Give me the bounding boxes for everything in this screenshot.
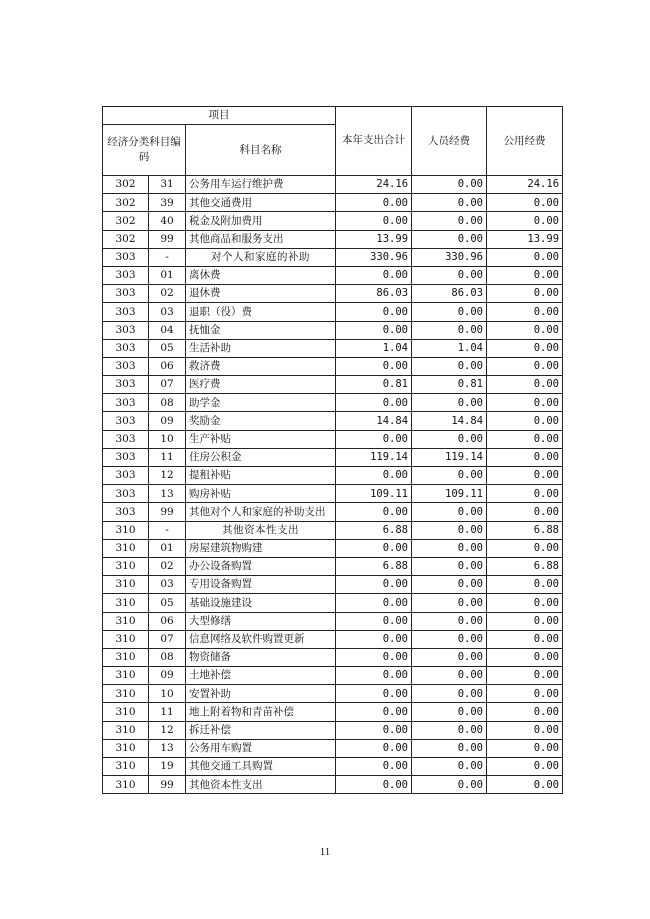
cell-name: 退休费	[186, 285, 336, 303]
cell-total: 0.00	[336, 576, 412, 594]
cell-code: 13	[149, 739, 186, 757]
cell-class: 310	[103, 758, 149, 776]
cell-total: 0.00	[336, 503, 412, 521]
cell-class: 303	[103, 430, 149, 448]
cell-public: 0.00	[487, 594, 563, 612]
header-project: 项目	[103, 107, 336, 125]
cell-name: 住房公积金	[186, 448, 336, 466]
cell-name: 其他商品和服务支出	[186, 230, 336, 248]
cell-total: 109.11	[336, 485, 412, 503]
cell-total: 0.00	[336, 721, 412, 739]
cell-personnel: 0.00	[412, 648, 487, 666]
cell-code: 06	[149, 612, 186, 630]
cell-code: 03	[149, 303, 186, 321]
cell-name: 其他资本性支出	[186, 521, 336, 539]
cell-total: 330.96	[336, 248, 412, 266]
cell-code: 11	[149, 448, 186, 466]
cell-class: 303	[103, 266, 149, 284]
table-row	[103, 394, 563, 412]
cell-total: 0.00	[336, 776, 412, 794]
cell-code: 02	[149, 285, 186, 303]
cell-code: 08	[149, 648, 186, 666]
cell-code: 01	[149, 539, 186, 557]
cell-total: 0.81	[336, 376, 412, 394]
cell-code: 01	[149, 266, 186, 284]
cell-class: 310	[103, 576, 149, 594]
cell-name: 房屋建筑物购建	[186, 539, 336, 557]
cell-name: 抚恤金	[186, 321, 336, 339]
cell-class: 310	[103, 557, 149, 575]
cell-personnel: 86.03	[412, 285, 487, 303]
cell-name: 生产补贴	[186, 430, 336, 448]
cell-personnel: 0.00	[412, 303, 487, 321]
cell-public: 0.00	[487, 448, 563, 466]
table-row	[103, 739, 563, 757]
expenditure-table	[102, 106, 563, 794]
cell-public: 0.00	[487, 467, 563, 485]
cell-class: 302	[103, 212, 149, 230]
cell-public: 0.00	[487, 703, 563, 721]
cell-public: 0.00	[487, 539, 563, 557]
cell-class: 303	[103, 303, 149, 321]
cell-code: -	[149, 248, 186, 266]
cell-public: 0.00	[487, 667, 563, 685]
cell-class: 310	[103, 612, 149, 630]
table-row	[103, 266, 563, 284]
cell-public: 0.00	[487, 285, 563, 303]
table-row	[103, 321, 563, 339]
cell-code: 03	[149, 576, 186, 594]
table-row	[103, 539, 563, 557]
cell-public: 0.00	[487, 739, 563, 757]
cell-class: 303	[103, 376, 149, 394]
cell-personnel: 1.04	[412, 339, 487, 357]
cell-code: 31	[149, 176, 186, 194]
cell-name: 土地补偿	[186, 667, 336, 685]
cell-name: 其他交通工具购置	[186, 758, 336, 776]
cell-total: 0.00	[336, 648, 412, 666]
cell-public: 0.00	[487, 194, 563, 212]
cell-public: 0.00	[487, 303, 563, 321]
cell-class: 310	[103, 721, 149, 739]
cell-name: 退职（役）费	[186, 303, 336, 321]
cell-public: 0.00	[487, 376, 563, 394]
cell-name: 税金及附加费用	[186, 212, 336, 230]
cell-public: 6.88	[487, 521, 563, 539]
cell-personnel: 0.00	[412, 503, 487, 521]
cell-total: 0.00	[336, 430, 412, 448]
cell-personnel: 0.00	[412, 321, 487, 339]
cell-name: 公务用车运行维护费	[186, 176, 336, 194]
header-personnel: 人员经费	[412, 107, 487, 176]
cell-public: 0.00	[487, 612, 563, 630]
table-row	[103, 776, 563, 794]
cell-public: 13.99	[487, 230, 563, 248]
cell-code: 07	[149, 630, 186, 648]
cell-personnel: 0.00	[412, 557, 487, 575]
table-row	[103, 594, 563, 612]
cell-public: 0.00	[487, 248, 563, 266]
cell-total: 0.00	[336, 758, 412, 776]
cell-total: 0.00	[336, 321, 412, 339]
cell-name: 救济费	[186, 357, 336, 375]
table-row	[103, 703, 563, 721]
cell-public: 6.88	[487, 557, 563, 575]
cell-total: 0.00	[336, 394, 412, 412]
cell-total: 0.00	[336, 266, 412, 284]
cell-public: 0.00	[487, 630, 563, 648]
cell-personnel: 0.00	[412, 612, 487, 630]
cell-public: 0.00	[487, 758, 563, 776]
header-econ-code: 经济分类科目编码	[103, 125, 186, 176]
header-subject-name: 科目名称	[186, 125, 336, 176]
cell-class: 303	[103, 285, 149, 303]
cell-name: 拆迁补偿	[186, 721, 336, 739]
table-row	[103, 721, 563, 739]
table-row	[103, 176, 563, 194]
cell-name: 安置补助	[186, 685, 336, 703]
cell-public: 0.00	[487, 212, 563, 230]
cell-class: 310	[103, 521, 149, 539]
cell-class: 303	[103, 412, 149, 430]
cell-total: 86.03	[336, 285, 412, 303]
cell-public: 0.00	[487, 412, 563, 430]
cell-total: 0.00	[336, 612, 412, 630]
cell-personnel: 0.00	[412, 630, 487, 648]
cell-code: 08	[149, 394, 186, 412]
cell-code: 19	[149, 758, 186, 776]
header-total: 本年支出合计	[336, 107, 412, 176]
cell-class: 303	[103, 467, 149, 485]
table-row	[103, 667, 563, 685]
cell-code: 06	[149, 357, 186, 375]
cell-code: 99	[149, 503, 186, 521]
cell-name: 公务用车购置	[186, 739, 336, 757]
cell-class: 310	[103, 739, 149, 757]
table-row	[103, 212, 563, 230]
cell-class: 310	[103, 594, 149, 612]
cell-class: 310	[103, 648, 149, 666]
cell-name: 其他交通费用	[186, 194, 336, 212]
cell-name: 对个人和家庭的补助	[186, 248, 336, 266]
table-row	[103, 248, 563, 266]
cell-total: 14.84	[336, 412, 412, 430]
table-row	[103, 467, 563, 485]
cell-code: 40	[149, 212, 186, 230]
cell-personnel: 0.00	[412, 194, 487, 212]
cell-name: 提租补贴	[186, 467, 336, 485]
cell-public: 0.00	[487, 485, 563, 503]
table-row	[103, 685, 563, 703]
cell-total: 119.14	[336, 448, 412, 466]
table-row	[103, 430, 563, 448]
table-row	[103, 448, 563, 466]
cell-personnel: 0.00	[412, 539, 487, 557]
cell-public: 0.00	[487, 266, 563, 284]
cell-public: 0.00	[487, 357, 563, 375]
cell-name: 其他资本性支出	[186, 776, 336, 794]
cell-personnel: 0.00	[412, 430, 487, 448]
cell-total: 24.16	[336, 176, 412, 194]
cell-public: 0.00	[487, 321, 563, 339]
cell-public: 0.00	[487, 430, 563, 448]
cell-code: 12	[149, 721, 186, 739]
table-row	[103, 485, 563, 503]
cell-personnel: 0.00	[412, 212, 487, 230]
cell-code: 12	[149, 467, 186, 485]
cell-name: 基础设施建设	[186, 594, 336, 612]
cell-code: 02	[149, 557, 186, 575]
cell-class: 310	[103, 539, 149, 557]
table-row	[103, 357, 563, 375]
cell-code: -	[149, 521, 186, 539]
table-body	[103, 176, 563, 794]
cell-total: 0.00	[336, 685, 412, 703]
cell-total: 0.00	[336, 303, 412, 321]
cell-code: 13	[149, 485, 186, 503]
cell-total: 13.99	[336, 230, 412, 248]
cell-public: 0.00	[487, 339, 563, 357]
cell-total: 0.00	[336, 212, 412, 230]
table-row	[103, 230, 563, 248]
cell-personnel: 0.00	[412, 176, 487, 194]
table-row	[103, 303, 563, 321]
cell-personnel: 0.00	[412, 685, 487, 703]
cell-total: 6.88	[336, 557, 412, 575]
cell-personnel: 0.00	[412, 394, 487, 412]
cell-public: 0.00	[487, 503, 563, 521]
cell-class: 303	[103, 248, 149, 266]
cell-code: 10	[149, 685, 186, 703]
table-row	[103, 194, 563, 212]
cell-name: 医疗费	[186, 376, 336, 394]
cell-personnel: 0.00	[412, 758, 487, 776]
cell-class: 303	[103, 357, 149, 375]
cell-total: 0.00	[336, 667, 412, 685]
cell-class: 310	[103, 685, 149, 703]
cell-personnel: 0.00	[412, 594, 487, 612]
cell-personnel: 0.00	[412, 739, 487, 757]
cell-class: 303	[103, 485, 149, 503]
table-row	[103, 376, 563, 394]
table-row	[103, 758, 563, 776]
cell-total: 0.00	[336, 539, 412, 557]
cell-public: 0.00	[487, 394, 563, 412]
cell-personnel: 14.84	[412, 412, 487, 430]
cell-name: 办公设备购置	[186, 557, 336, 575]
cell-personnel: 109.11	[412, 485, 487, 503]
cell-public: 0.00	[487, 648, 563, 666]
cell-class: 310	[103, 630, 149, 648]
cell-personnel: 0.00	[412, 721, 487, 739]
table-row	[103, 339, 563, 357]
cell-code: 09	[149, 412, 186, 430]
cell-public: 0.00	[487, 576, 563, 594]
cell-personnel: 0.00	[412, 576, 487, 594]
cell-personnel: 0.00	[412, 521, 487, 539]
cell-class: 302	[103, 194, 149, 212]
cell-total: 0.00	[336, 467, 412, 485]
cell-class: 302	[103, 230, 149, 248]
header-public: 公用经费	[487, 107, 563, 176]
cell-name: 大型修缮	[186, 612, 336, 630]
cell-public: 0.00	[487, 685, 563, 703]
cell-personnel: 0.00	[412, 266, 487, 284]
cell-name: 地上附着物和青苗补偿	[186, 703, 336, 721]
cell-total: 0.00	[336, 594, 412, 612]
cell-class: 303	[103, 448, 149, 466]
cell-personnel: 0.00	[412, 703, 487, 721]
cell-personnel: 119.14	[412, 448, 487, 466]
cell-class: 310	[103, 703, 149, 721]
cell-personnel: 0.00	[412, 776, 487, 794]
cell-name: 购房补贴	[186, 485, 336, 503]
cell-total: 6.88	[336, 521, 412, 539]
table-row	[103, 557, 563, 575]
page-number: 11	[319, 846, 331, 858]
cell-code: 05	[149, 594, 186, 612]
cell-class: 303	[103, 339, 149, 357]
cell-name: 信息网络及软件购置更新	[186, 630, 336, 648]
cell-code: 39	[149, 194, 186, 212]
cell-total: 0.00	[336, 357, 412, 375]
cell-personnel: 0.00	[412, 467, 487, 485]
cell-personnel: 0.00	[412, 230, 487, 248]
cell-name: 专用设备购置	[186, 576, 336, 594]
cell-personnel: 0.00	[412, 667, 487, 685]
cell-personnel: 330.96	[412, 248, 487, 266]
cell-name: 离休费	[186, 266, 336, 284]
cell-personnel: 0.81	[412, 376, 487, 394]
table-row	[103, 521, 563, 539]
cell-personnel: 0.00	[412, 357, 487, 375]
table-row	[103, 648, 563, 666]
table-row	[103, 503, 563, 521]
cell-total: 1.04	[336, 339, 412, 357]
cell-name: 奖励金	[186, 412, 336, 430]
cell-total: 0.00	[336, 630, 412, 648]
cell-class: 303	[103, 321, 149, 339]
table-row	[103, 576, 563, 594]
cell-code: 10	[149, 430, 186, 448]
cell-total: 0.00	[336, 194, 412, 212]
cell-class: 310	[103, 776, 149, 794]
cell-class: 302	[103, 176, 149, 194]
cell-name: 助学金	[186, 394, 336, 412]
cell-total: 0.00	[336, 703, 412, 721]
table-row	[103, 412, 563, 430]
cell-class: 303	[103, 503, 149, 521]
cell-code: 07	[149, 376, 186, 394]
cell-name: 物资储备	[186, 648, 336, 666]
cell-total: 0.00	[336, 739, 412, 757]
cell-public: 0.00	[487, 776, 563, 794]
cell-code: 99	[149, 776, 186, 794]
table-row	[103, 612, 563, 630]
cell-code: 99	[149, 230, 186, 248]
cell-code: 05	[149, 339, 186, 357]
cell-code: 04	[149, 321, 186, 339]
cell-name: 其他对个人和家庭的补助支出	[186, 503, 336, 521]
cell-code: 11	[149, 703, 186, 721]
cell-name: 生活补助	[186, 339, 336, 357]
cell-public: 0.00	[487, 721, 563, 739]
table-row	[103, 285, 563, 303]
cell-class: 310	[103, 667, 149, 685]
cell-class: 303	[103, 394, 149, 412]
cell-public: 24.16	[487, 176, 563, 194]
table-row	[103, 630, 563, 648]
cell-code: 09	[149, 667, 186, 685]
